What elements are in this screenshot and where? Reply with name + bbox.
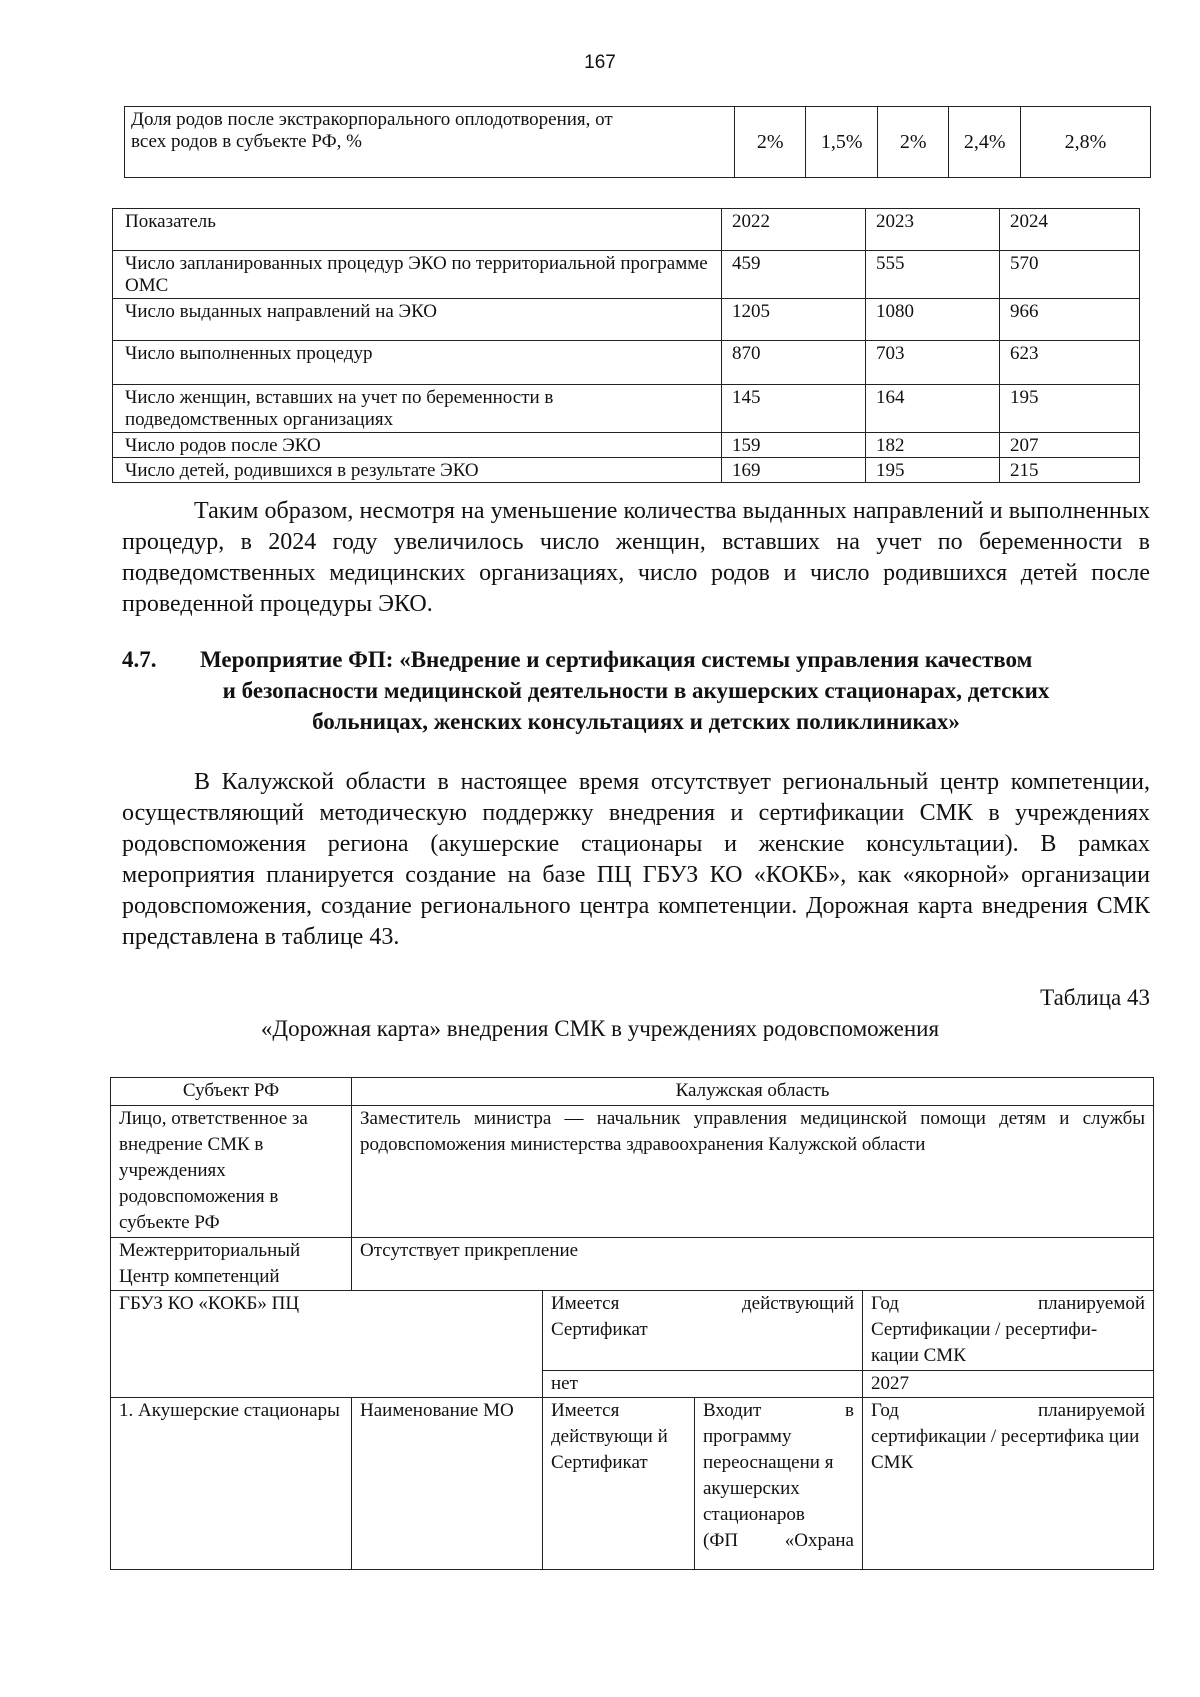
row-label: Число детей, родившихся в результате ЭКО	[113, 458, 722, 483]
ivf-share-table	[124, 106, 1151, 178]
subject-value: Калужская область	[352, 1078, 1154, 1106]
section-title-line: Мероприятие ФП: «Внедрение и сертификация системы управления качеством	[200, 647, 1033, 672]
planned-year-header	[863, 1291, 1154, 1371]
header-word: Входит	[703, 1400, 762, 1421]
header-word: действующий	[742, 1293, 854, 1314]
row-label: Число выполненных процедур	[113, 341, 722, 385]
cell-2022: 870	[722, 341, 866, 385]
section-title-line: больницах, женских консультациях и детских поликлиниках»	[312, 709, 960, 734]
program-header	[695, 1398, 863, 1570]
responsible-label: Лицо, ответственное за внедрение СМК в учреждениях родовспоможения в субъекте РФ	[111, 1106, 352, 1238]
cell-2024: 966	[1000, 299, 1140, 341]
table-number: Таблица 43	[1040, 985, 1150, 1010]
header-word: планируемой	[1038, 1293, 1146, 1314]
year-value: 2027	[863, 1371, 1154, 1398]
cell-2024: 207	[1000, 433, 1140, 458]
cell-2024: 623	[1000, 341, 1140, 385]
table-row	[111, 1291, 1154, 1371]
table-row	[113, 251, 1140, 299]
paragraph-text: В Калужской области в настоящее время отсутствует региональный центр компетенции, осуществляющий методическую поддержку внедрения и сертификации СМК в учреждениях родовспоможения региона (акушерские стационары и женские консультации). В рамках мероприятия планируется создание на базе ПЦ ГБУЗ КО «КОКБ», как «якорной» организации родовспоможения, создание регионального центра компетенции. Дорожная карта внедрения СМК представлена в таблице 43.	[122, 769, 1150, 950]
table-row	[125, 107, 1151, 178]
cell-2022: 459	[722, 251, 866, 299]
cell-2024: 215	[1000, 458, 1140, 483]
table-row	[111, 1078, 1154, 1106]
cell-2023: 182	[866, 433, 1000, 458]
value-cell: 2%	[877, 107, 949, 178]
cell-2024: 195	[1000, 385, 1140, 433]
section-number: 4.7.	[122, 647, 157, 672]
has-certificate-header	[543, 1291, 863, 1371]
table-row	[113, 299, 1140, 341]
header-word: сертификации / ресертифика ции СМК	[871, 1426, 1140, 1473]
mo-name-header: Наименование МО	[352, 1398, 543, 1570]
paragraph-text: Таким образом, несмотря на уменьшение количества выданных направлений и выполненных процедур, в 2024 году увеличилось число женщин, вставших на учет по беременности в подведомственных медицинских организациях, число родов и число родившихся детей после проведенной процедуры ЭКО.	[122, 498, 1150, 617]
body-paragraph	[122, 767, 1150, 953]
obstetric-row-label: 1. Акушерские стационары	[111, 1398, 352, 1570]
row-label: Число запланированных процедур ЭКО по территориальной программе ОМС	[113, 251, 722, 299]
header-cell: 2022	[722, 209, 866, 251]
header-word: «Охрана	[784, 1530, 854, 1551]
center-value: Отсутствует прикрепление	[352, 1238, 1154, 1291]
row-label: Число выданных направлений на ЭКО	[113, 299, 722, 341]
header-cell: 2024	[1000, 209, 1140, 251]
value-cell: 1,5%	[806, 107, 878, 178]
table-title: «Дорожная карта» внедрения СМК в учреждениях родовспоможения	[260, 1016, 940, 1041]
cell-2023: 1080	[866, 299, 1000, 341]
value-cell: 2,4%	[949, 107, 1021, 178]
ivf-indicators-table	[112, 208, 1140, 483]
cell-2024: 570	[1000, 251, 1140, 299]
header-cell: 2023	[866, 209, 1000, 251]
table-row	[113, 433, 1140, 458]
header-word: Сертификации / ресертифи-кации СМК	[871, 1319, 1098, 1366]
certificate-value: нет	[543, 1371, 863, 1398]
header-word: Год	[871, 1400, 899, 1421]
table-row	[111, 1106, 1154, 1238]
header-word: планируемой	[1038, 1400, 1146, 1421]
cell-2023: 555	[866, 251, 1000, 299]
planned-year-header	[863, 1398, 1154, 1570]
header-word: Имеется	[551, 1293, 620, 1314]
responsible-value: Заместитель министра — начальник управления медицинской помощи детям и службы родовспоможения министерства здравоохранения Калужской области	[352, 1106, 1154, 1238]
row-label: Число родов после ЭКО	[113, 433, 722, 458]
cell-2022: 169	[722, 458, 866, 483]
value-cell: 2%	[734, 107, 806, 178]
ivf-share-label	[125, 107, 735, 178]
table-header-row	[113, 209, 1140, 251]
cell-2022: 1205	[722, 299, 866, 341]
header-word: Сертификат	[551, 1319, 648, 1340]
cell-2022: 145	[722, 385, 866, 433]
table-row	[113, 341, 1140, 385]
roadmap-table	[110, 1077, 1154, 1570]
header-word: программу переоснащени я акушерских стационаров	[703, 1426, 834, 1525]
table-row	[111, 1398, 1154, 1570]
label-line: Доля родов после экстракорпорального оплодотворения, от	[131, 109, 613, 130]
label-line: всех родов в субъекте РФ, %	[131, 131, 362, 152]
has-certificate-header: Имеется действующи й Сертификат	[543, 1398, 695, 1570]
cell-2023: 703	[866, 341, 1000, 385]
cell-2022: 159	[722, 433, 866, 458]
header-word: Год	[871, 1293, 899, 1314]
subject-label: Субъект РФ	[111, 1078, 352, 1106]
section-heading	[122, 644, 1150, 737]
table-row	[113, 385, 1140, 433]
row-label: Число женщин, вставших на учет по беременности в подведомственных организациях	[113, 385, 722, 433]
table-row	[111, 1238, 1154, 1291]
page-number: 167	[584, 52, 616, 73]
value-cell: 2,8%	[1020, 107, 1150, 178]
section-title-line: и безопасности медицинской деятельности в акушерских стационарах, детских	[222, 678, 1050, 703]
org-name: ГБУЗ КО «КОКБ» ПЦ	[111, 1291, 543, 1398]
center-label: Межтерриториальный Центр компетенций	[111, 1238, 352, 1291]
summary-paragraph	[122, 496, 1150, 620]
cell-2023: 195	[866, 458, 1000, 483]
header-cell: Показатель	[113, 209, 722, 251]
cell-2023: 164	[866, 385, 1000, 433]
table-row	[113, 458, 1140, 483]
header-word: (ФП	[703, 1530, 739, 1551]
header-word: в	[845, 1400, 854, 1421]
